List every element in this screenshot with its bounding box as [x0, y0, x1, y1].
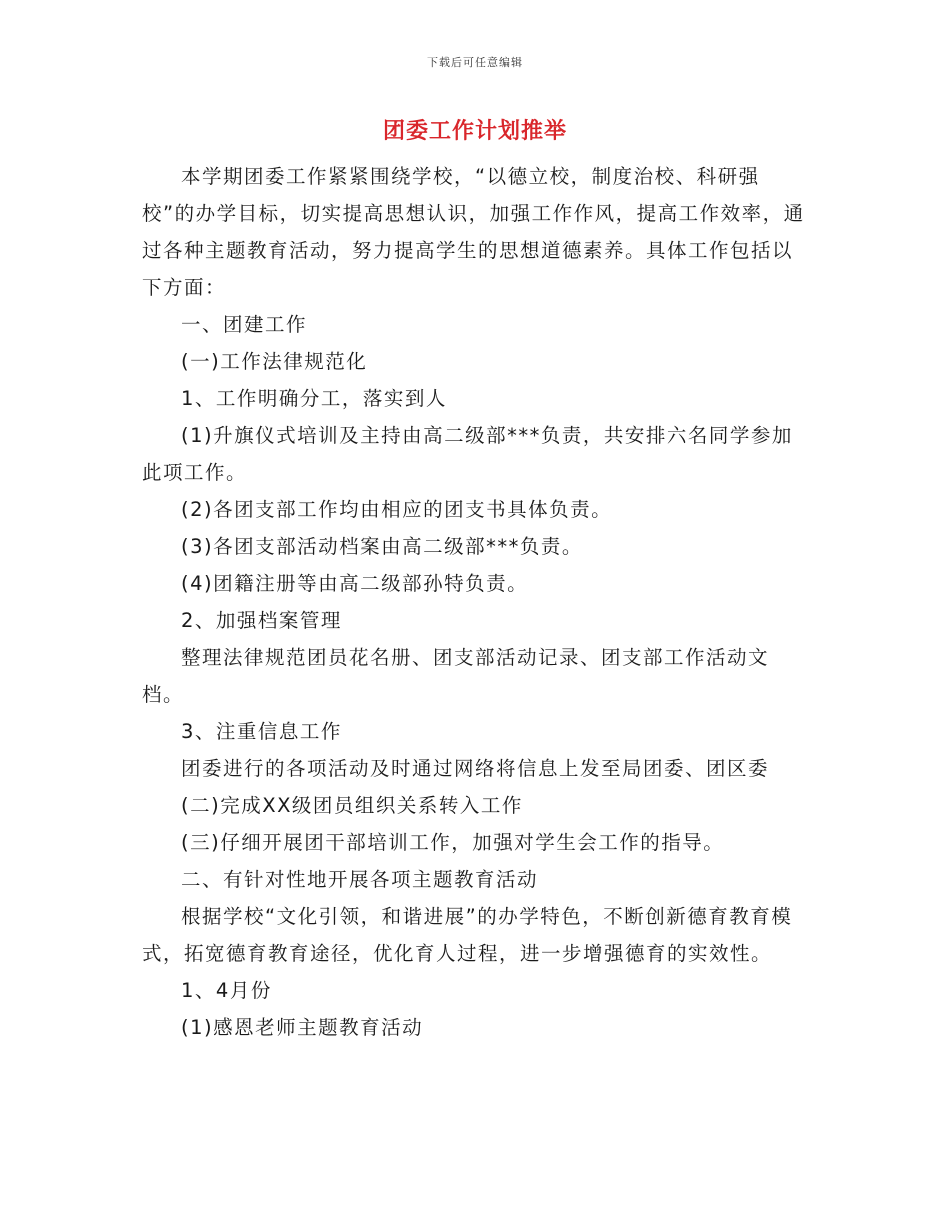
subheading-1: (一)工作法律规范化 [181, 350, 368, 373]
subitem-3: (3)各团支部活动档案由高二级部***负责。 [181, 535, 583, 558]
paragraph-intro: 本学期团委工作紧紧围绕学校，“以德立校，制度治校、科研强校”的办学目标，切实提高思想认识，加强工作作风，提高工作效率，通过各种主题教育活动，努力提高学生的思想道德素养。具体工作包括以下方面： [142, 165, 805, 299]
document-title: 团委工作计划推举 [382, 119, 567, 144]
document-body [142, 158, 806, 1046]
heading-education: 二、有针对性地开展各项主题教育活动 [181, 868, 539, 891]
item-april: 1、4月份 [181, 979, 272, 1002]
paragraph-education: 根据学校“文化引领，和谐进展”的办学特色，不断创新德育教育模式，拓宽德育教育途径，优化育人过程，进一步增强德育的实效性。 [142, 905, 793, 965]
subheading-3: (三)仔细开展团干部培训工作，加强对学生会工作的指导。 [181, 831, 725, 854]
item-1: 1、工作明确分工，落实到人 [181, 387, 447, 410]
item-3: 3、注重信息工作 [181, 720, 342, 743]
heading-tuanjian: 一、团建工作 [181, 313, 308, 336]
page-header-note: 下载后可任意编辑 [427, 56, 523, 69]
subitem-1: (1)升旗仪式培训及主持由高二级部***负责，共安排六名同学参加此项工作。 [142, 424, 793, 484]
item-2: 2、加强档案管理 [181, 609, 342, 632]
subitem-2: (2)各团支部工作均由相应的团支书具体负责。 [181, 498, 613, 521]
subitem-4: (4)团籍注册等由高二级部孙特负责。 [181, 572, 529, 595]
paragraph-archive: 整理法律规范团员花名册、团支部活动记录、团支部工作活动文档。 [142, 646, 770, 706]
subheading-2: (二)完成XX级团员组织关系转入工作 [181, 794, 523, 817]
paragraph-info: 团委进行的各项活动及时通过网络将信息上发至局团委、团区委 [181, 757, 770, 780]
subitem-gratitude: (1)感恩老师主题教育活动 [181, 1016, 424, 1039]
